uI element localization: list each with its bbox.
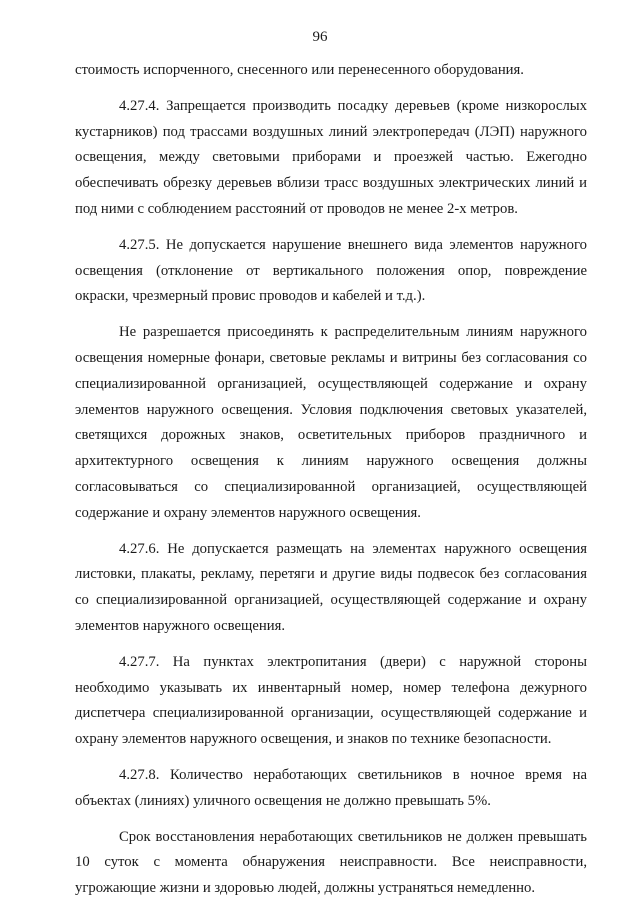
document-body (75, 58, 587, 912)
paragraph-connection-rules: Не разрешается присоединять к распределительным линиям наружного освещения номерные фонари, световые рекламы и витрины без согласования со специализированной организацией, осуществляющей содержание и охрану элементов наружного освещения. Условия подключения световых указателей, светящихся дорожных знаков, осветительных приборов праздничного и архитектурного освещения к линиям наружного освещения должны согласовываться со специализированной организацией, осуществляющей содержание и охрану элементов наружного освещения. (75, 324, 587, 521)
paragraph-4-27-7: 4.27.7. На пунктах электропитания (двери) с наружной стороны необходимо указывать их инвентарный номер, номер телефона дежурного диспетчера специализированной организации, осуществляющей содержание и охрану элементов наружного освещения, и знаков по технике безопасности. (75, 653, 587, 748)
paragraph-4-27-8: 4.27.8. Количество неработающих светильников в ночное время на объектах (линиях) уличного освещения не должно превышать 5%. (75, 766, 587, 809)
page-number: 96 (312, 29, 328, 45)
paragraph-continuation: стоимость испорченного, снесенного или перенесенного оборудования. (75, 62, 524, 78)
paragraph-4-27-6: 4.27.6. Не допускается размещать на элементах наружного освещения листовки, плакаты, рекламу, перетяги и другие виды подвесок без согласования со специализированной организацией, осуществляющей содержание и охрану элементов наружного освещения. (75, 540, 587, 634)
paragraph-4-27-4: 4.27.4. Запрещается производить посадку деревьев (кроме низкорослых кустарников) под трассами воздушных линий электропередач (ЛЭП) наружного освещения, между световыми приборами и проезжей частью. Ежегодно обеспечивать обрезку деревьев вблизи трасс воздушных электрических линий и под ними с соблюдением расстояний от проводов не менее 2-х метров. (75, 97, 587, 217)
paragraph-4-27-5: 4.27.5. Не допускается нарушение внешнего вида элементов наружного освещения (отклонение от вертикального положения опор, повреждение окраски, чрезмерный провис проводов и кабелей и т.д.). (75, 236, 587, 305)
paragraph-restoration-term: Срок восстановления неработающих светильников не должен превышать 10 суток с момента обнаружения неисправности. Все неисправности, угрожающие жизни и здоровью людей, должны устраняться немедленно. (75, 828, 587, 897)
